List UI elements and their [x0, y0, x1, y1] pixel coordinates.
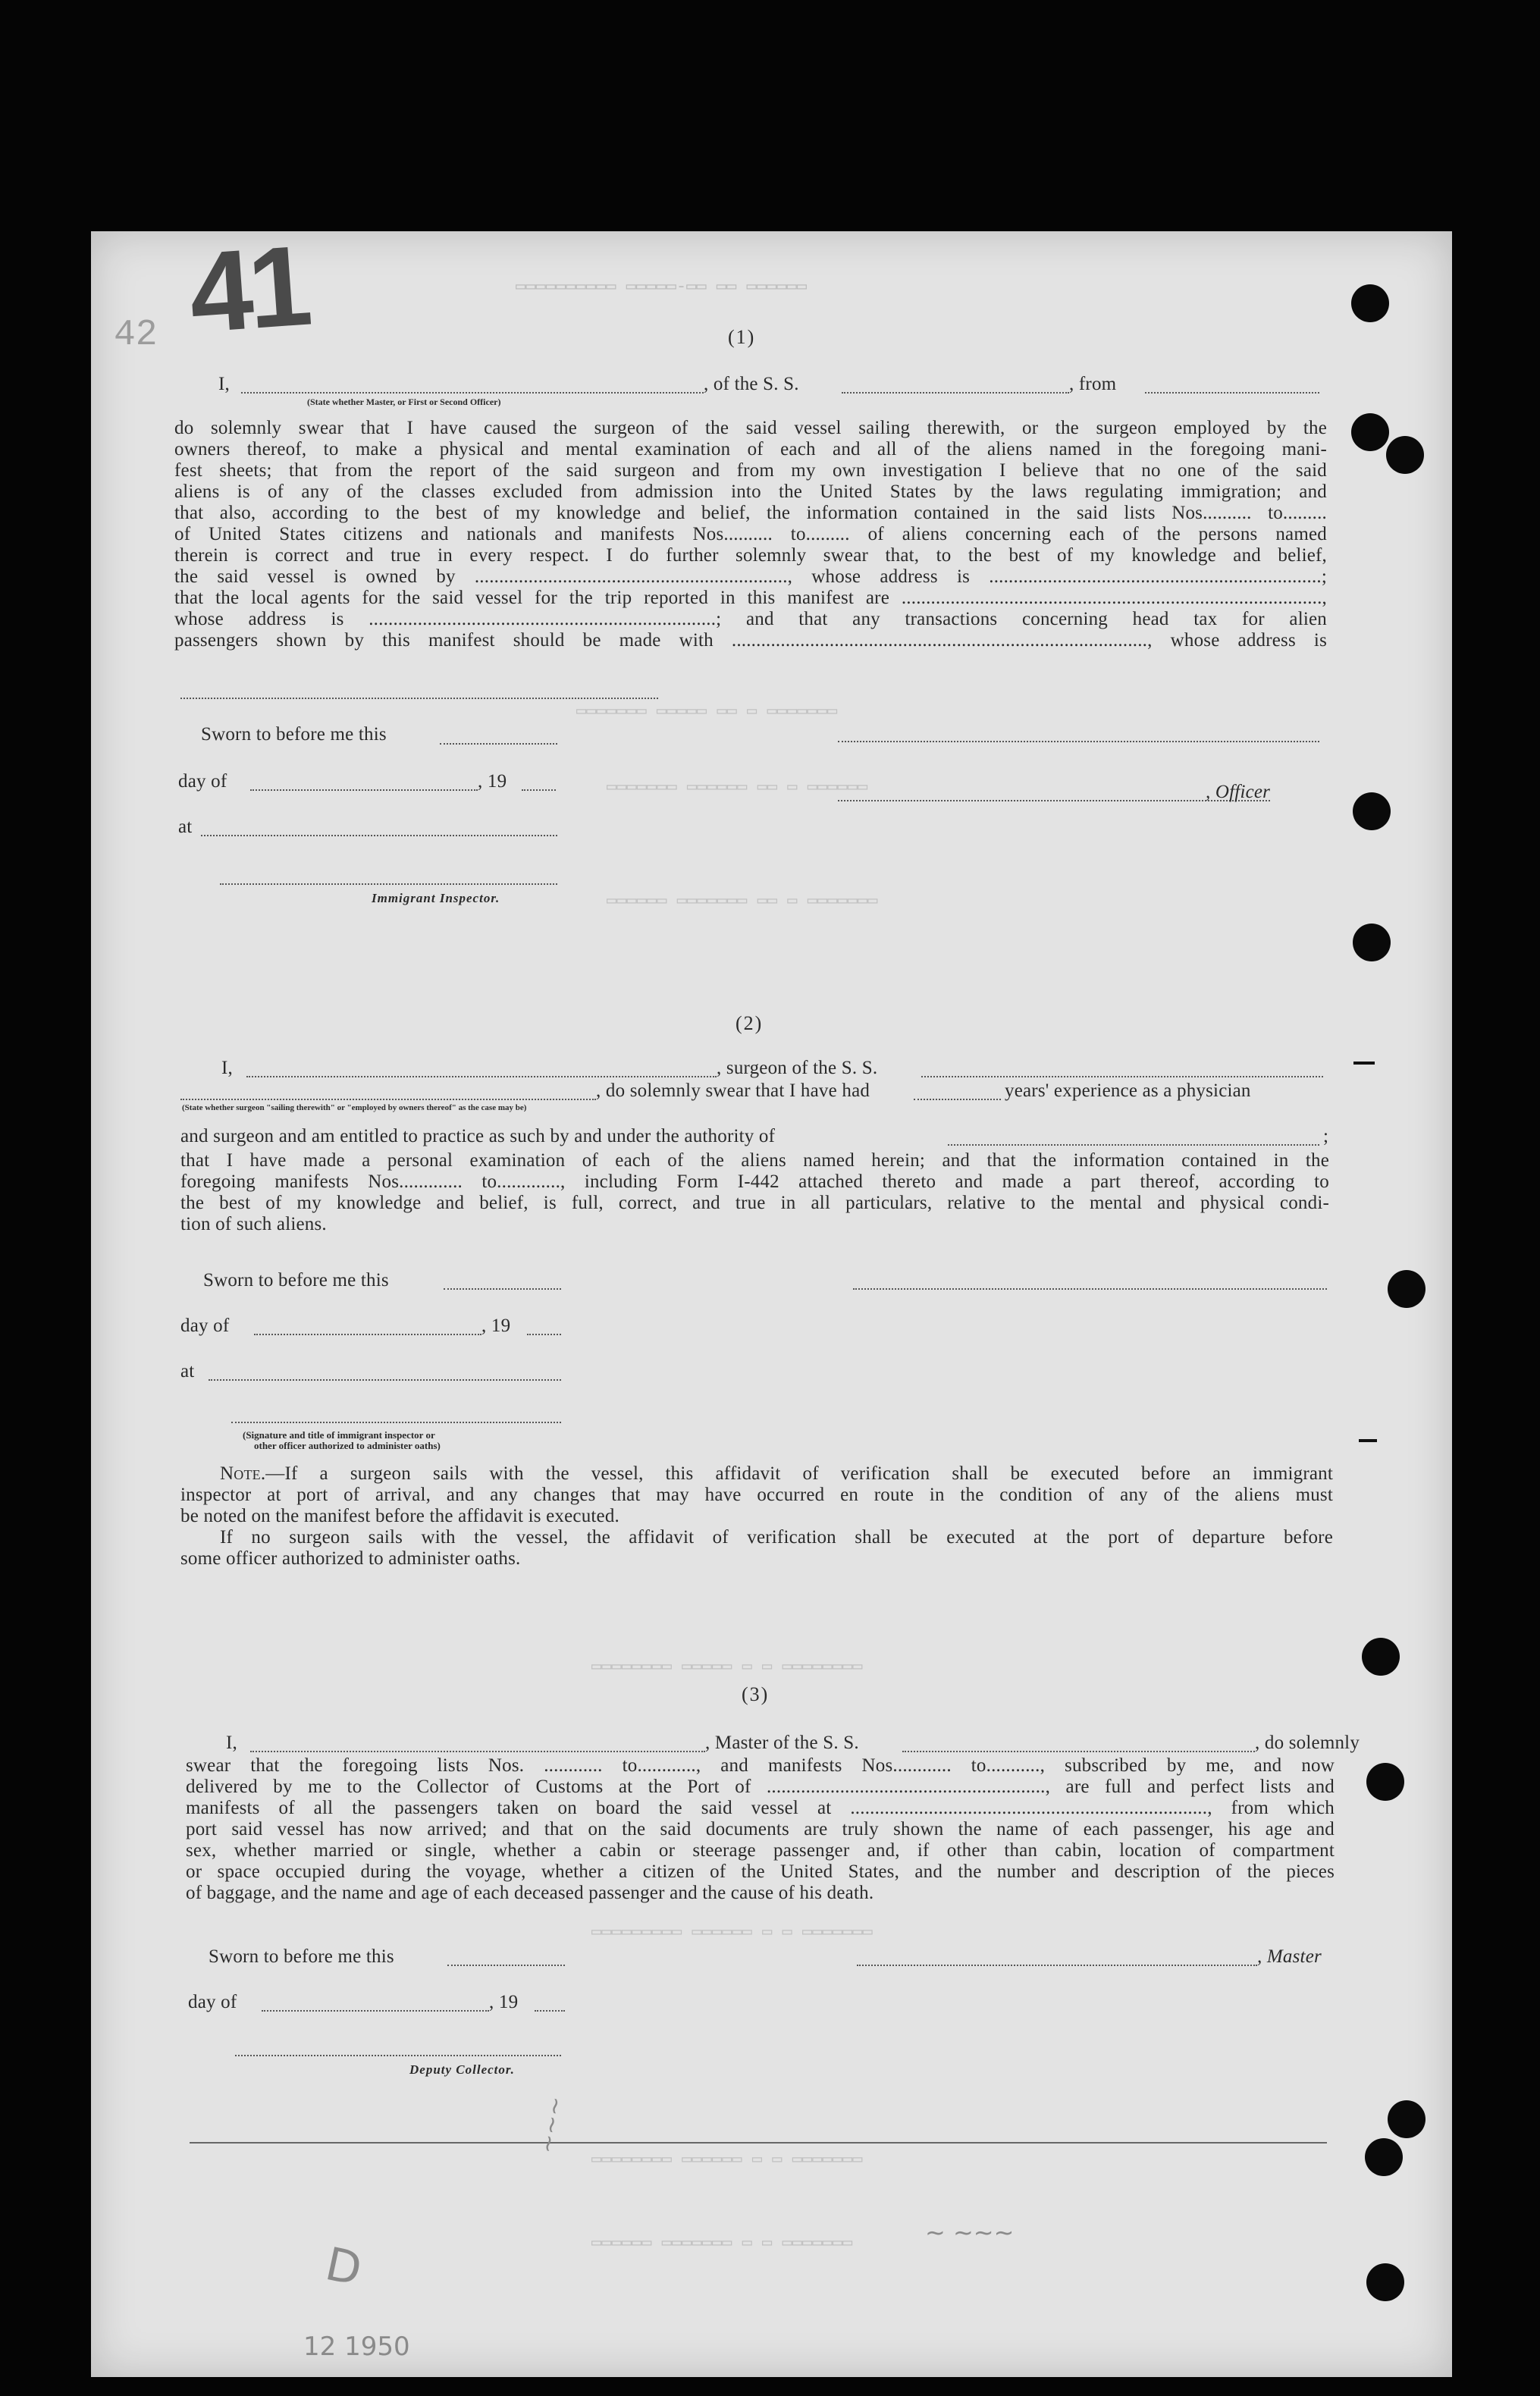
- section-2-number: (2): [735, 1012, 764, 1034]
- s1-sworn-label: Sworn to before me this: [201, 724, 387, 745]
- s3-day-blank[interactable]: [262, 2010, 489, 2012]
- s2-body: [180, 1150, 1329, 1235]
- note-line: be noted on the manifest before the affidavit is executed.: [180, 1506, 619, 1526]
- edge-mark: [1359, 1439, 1377, 1442]
- document-page: [91, 221, 1452, 2377]
- note-line: inspector at port of arrival, and any changes that may have occurred en route in the condition of any of the aliens must: [180, 1485, 1333, 1505]
- ghost-bleed-row: ▭▭▭▭▭▭ ▭▭ ▭▭-▭▭▭▭▭ ▭▭▭▭▭▭▭▭▭▭: [516, 278, 807, 296]
- s2-note: [180, 1463, 1333, 1570]
- punch-hole: [1353, 924, 1391, 961]
- s3-swear-label: , do solemnly: [1255, 1733, 1360, 1753]
- s1-line: aliens is of any of the classes excluded from admission into the United States by the laws regulating immigration; and: [174, 481, 1327, 502]
- note-line: If no surgeon sails with the vessel, the affidavit of verification shall be executed at the port of departure before: [220, 1527, 1333, 1548]
- punch-hole: [1365, 2138, 1403, 2176]
- s1-sworn-blank[interactable]: [440, 743, 557, 745]
- s1-officer-sig-top[interactable]: [838, 741, 1319, 742]
- s2-line: tion of such aliens.: [180, 1214, 327, 1234]
- s3-line: port said vessel has now arrived; and that on the said documents are truly shown the name of each passenger, his age and: [186, 1819, 1335, 1839]
- s3-name-blank[interactable]: [250, 1751, 705, 1752]
- s3-sworn-label: Sworn to before me this: [209, 1946, 394, 1967]
- s2-authority-blank[interactable]: [948, 1144, 1319, 1146]
- s3-master-label: , Master of the S. S.: [705, 1733, 859, 1753]
- s3-master-sig[interactable]: [857, 1965, 1257, 1966]
- s2-surgeon-sig[interactable]: [853, 1288, 1327, 1290]
- s2-surgeon-label: , surgeon of the S. S.: [717, 1058, 878, 1078]
- s3-line: sex, whether married or single, whether a cabin or steerage passenger and, if other than cabin, location of compartment: [186, 1840, 1335, 1861]
- s1-line: therein is correct and true in every respect. I do further solemnly swear that, to the best of my knowledge and belief,: [174, 545, 1327, 566]
- s3-year: , 19: [489, 1992, 519, 2012]
- s2-years-blank[interactable]: [914, 1099, 1001, 1100]
- ghost-bleed-row: ▭▭▭▭▭▭▭▭ ▭▭▭▭▭ ▭ ▭ ▭▭▭▭▭▭▭▭: [591, 1657, 863, 1676]
- s1-line: do solemnly swear that I have caused the surgeon of the said vessel sailing therewith, or the surgeon employed by the: [174, 418, 1327, 438]
- s3-line: or space occupied during the voyage, whether a citizen of the United States, and the number and description of the pieces: [186, 1861, 1335, 1882]
- s2-years: years' experience as a physician: [1005, 1080, 1251, 1101]
- handwritten-scrawl: ~ ~~~: [925, 2218, 1015, 2247]
- s2-year: , 19: [481, 1316, 511, 1336]
- s2-i: I,: [221, 1058, 233, 1078]
- note-line: some officer authorized to administer oaths.: [180, 1548, 521, 1569]
- s1-officer-note: (State whether Master, or First or Second Officer): [307, 397, 501, 407]
- s2-day-blank[interactable]: [254, 1334, 481, 1335]
- s3-body: [186, 1755, 1335, 1904]
- bleed-number: 42: [114, 315, 158, 356]
- s1-line: of United States citizens and nationals and manifests Nos.......... to......... of aliens concerning each of the persons named: [174, 524, 1327, 544]
- punch-hole: [1386, 436, 1424, 474]
- s3-year-blank[interactable]: [535, 2010, 565, 2012]
- s1-day-of: day of: [178, 771, 227, 792]
- s1-at-blank[interactable]: [201, 835, 557, 836]
- bottom-rule: [190, 2142, 1327, 2144]
- s1-line: that the local agents for the said vessel for the trip reported in this manifest are ......................................................................................,: [174, 588, 1327, 608]
- s1-ship-blank[interactable]: [842, 392, 1069, 394]
- handwritten-folio-number: 41: [185, 221, 312, 357]
- note-label: Note.: [220, 1463, 266, 1484]
- s3-collector-label: Deputy Collector.: [409, 2062, 515, 2077]
- s3-master-label-sig: , Master: [1257, 1946, 1322, 1967]
- s1-day-blank[interactable]: [250, 789, 478, 791]
- s2-at: at: [180, 1361, 195, 1381]
- s2-line: the best of my knowledge and belief, is full, correct, and true in all particulars, relative to the mental and physical condi-: [180, 1193, 1329, 1213]
- s2-type-blank[interactable]: [180, 1099, 596, 1100]
- ghost-bleed-row: ▭▭▭▭▭▭▭▭ ▭▭▭▭▭▭ ▭ ▭ ▭▭▭▭▭▭▭: [591, 2150, 863, 2169]
- ghost-bleed-row: ▭▭▭▭▭▭ ▭▭▭▭▭▭▭ ▭▭ ▭ ▭▭▭▭▭▭▭: [607, 892, 878, 911]
- s2-authority: and surgeon and am entitled to practice as such by and under the authority of: [180, 1126, 776, 1146]
- s2-sworn-blank[interactable]: [444, 1288, 561, 1290]
- edge-mark: [1353, 1062, 1375, 1065]
- ghost-bleed-row: ▭▭▭▭▭▭▭ ▭▭▭▭▭▭ ▭▭ ▭ ▭▭▭▭▭▭: [607, 778, 868, 797]
- s1-officer-label: , Officer: [1206, 782, 1271, 802]
- s1-at: at: [178, 817, 193, 837]
- s3-i: I,: [226, 1733, 237, 1753]
- section-3-number: (3): [742, 1683, 770, 1705]
- s1-year-blank[interactable]: [522, 789, 556, 791]
- s2-type-note: (State whether surgeon "sailing therewith" or "employed by owners thereof" as the case may be): [182, 1103, 527, 1112]
- s2-name-blank[interactable]: [246, 1076, 717, 1077]
- s1-line: whose address is .......................................................................; and that any transactions concerning head tax for alien: [174, 609, 1327, 629]
- s1-address-continuation[interactable]: [180, 698, 658, 699]
- s1-line: owners thereof, to make a physical and mental examination of each and all of the aliens named in the foregoing mani-: [174, 439, 1327, 459]
- s2-ship-blank[interactable]: [921, 1076, 1323, 1077]
- s2-year-blank[interactable]: [527, 1334, 561, 1335]
- s1-from-blank[interactable]: [1145, 392, 1319, 394]
- punch-hole: [1353, 792, 1391, 830]
- s1-line: the said vessel is owned by ................................................................, whose address is ....................................................................;: [174, 566, 1327, 587]
- s1-line: fest sheets; that from the report of the said surgeon and from my own investigation I believe that no one of the said: [174, 460, 1327, 481]
- s1-inspector-sig[interactable]: [220, 883, 557, 885]
- s3-day-of: day of: [188, 1992, 237, 2012]
- s1-line: that also, according to the best of my knowledge and belief, the information contained in the said lists Nos.......... to.........: [174, 503, 1327, 523]
- s3-collector-sig[interactable]: [235, 2055, 561, 2056]
- s2-inspector-sig[interactable]: [231, 1422, 561, 1423]
- s2-swear: , do solemnly swear that I have had: [596, 1080, 870, 1101]
- punch-hole: [1366, 1763, 1404, 1801]
- ghost-bleed-row: ▭▭▭▭▭▭▭▭▭ ▭▭▭▭▭▭ ▭ ▭ ▭▭▭▭▭▭▭: [591, 1923, 873, 1942]
- s3-ship-blank[interactable]: [902, 1751, 1255, 1752]
- s2-day-of: day of: [180, 1316, 230, 1336]
- handwritten-scrawl: D: [321, 2237, 366, 2297]
- handwritten-bottom-date: 12 1950: [303, 2332, 410, 2362]
- s3-line: of baggage, and the name and age of each deceased passenger and the cause of his death.: [186, 1883, 874, 1903]
- punch-hole: [1366, 2263, 1404, 2301]
- s1-year: , 19: [478, 771, 507, 792]
- s2-authority-end: ;: [1323, 1126, 1329, 1146]
- s3-line: swear that the foregoing lists Nos. ............ to............, and manifests Nos............ to..........., subscribed by me, and now: [186, 1755, 1335, 1776]
- s3-sworn-blank[interactable]: [447, 1965, 565, 1966]
- punch-hole: [1388, 2100, 1426, 2138]
- s3-line: delivered by me to the Collector of Customs at the Port of ........................................................., are full and perfect lists and: [186, 1777, 1335, 1797]
- s2-line: that I have made a personal examination of each of the aliens named herein; and that the information contained in the: [180, 1150, 1329, 1171]
- s1-i: I,: [218, 374, 230, 394]
- s1-ship-label: , of the S. S.: [704, 374, 799, 394]
- note-line: Note.—If a surgeon sails with the vessel, this affidavit of verification shall be executed before an immigrant: [180, 1463, 1333, 1485]
- handwritten-scrawl: ~~~: [533, 2094, 570, 2156]
- s2-sig-note-2: other officer authorized to administer oaths): [254, 1440, 441, 1451]
- s1-name-blank[interactable]: [241, 392, 704, 394]
- s1-line: passengers shown by this manifest should be made with ....................................................................................., whose address is: [174, 630, 1327, 651]
- s1-body: [174, 418, 1327, 651]
- s2-at-blank[interactable]: [209, 1379, 561, 1381]
- s2-sworn-label: Sworn to before me this: [203, 1270, 389, 1291]
- ghost-bleed-row: ▭▭▭▭▭▭ ▭▭▭▭▭▭▭ ▭ ▭ ▭▭▭▭▭▭▭: [591, 2234, 853, 2253]
- punch-hole: [1351, 284, 1389, 322]
- s1-inspector-label: Immigrant Inspector.: [372, 891, 500, 905]
- ghost-bleed-row: ▭▭▭▭▭▭▭ ▭▭▭▭▭ ▭▭ ▭ ▭▭▭▭▭▭▭: [576, 702, 838, 721]
- punch-hole: [1362, 1638, 1400, 1676]
- s2-line: foregoing manifests Nos............. to............., including Form I-442 attached thereto and made a part thereof, according to: [180, 1171, 1329, 1192]
- punch-hole: [1351, 413, 1389, 451]
- s1-from-label: , from: [1069, 374, 1117, 394]
- s3-line: manifests of all the passengers taken on board the said vessel at ........................................................................., from which: [186, 1798, 1335, 1818]
- s2-sig-note-1: (Signature and title of immigrant inspector or: [243, 1429, 435, 1441]
- punch-hole: [1388, 1270, 1426, 1308]
- section-1-number: (1): [728, 326, 756, 348]
